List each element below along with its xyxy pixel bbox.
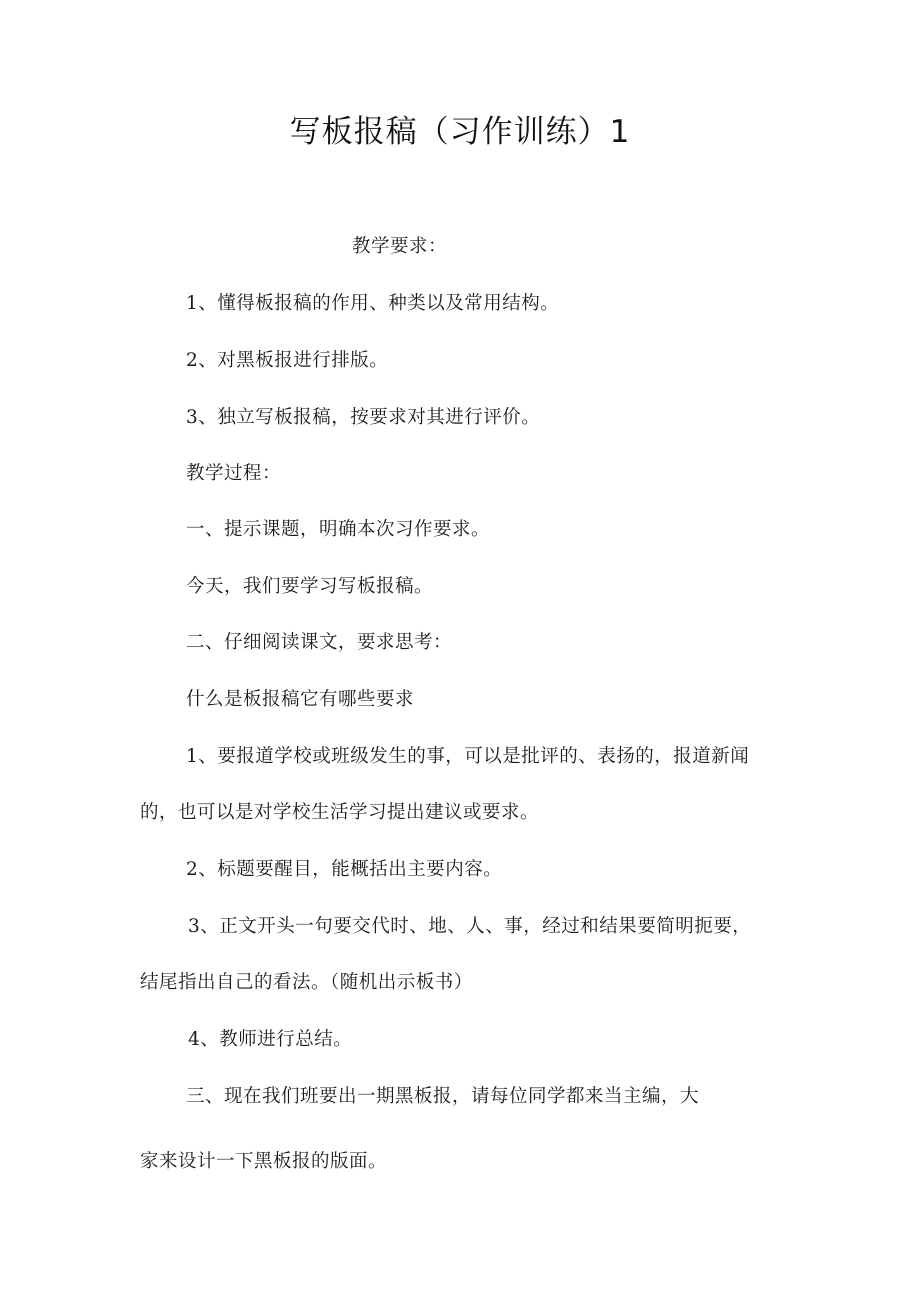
process-step-2: 二、仔细阅读课文，要求思考： <box>186 632 453 653</box>
process-step-1: 一、提示课题，明确本次习作要求。 <box>186 519 491 540</box>
document-title: 写板报稿（习作训练）1 <box>289 114 631 150</box>
rule-item-1-line-1: 1、要报道学校或班级发生的事，可以是批评的、表扬的，报道新闻 <box>186 746 750 767</box>
requirement-item-2: 2、对黑板报进行排版。 <box>186 350 389 371</box>
process-step-3-line-1: 三、现在我们班要出一期黑板报，请每位同学都来当主编，大 <box>186 1086 700 1107</box>
process-step-1-text: 今天，我们要学习写板报稿。 <box>186 576 434 597</box>
rule-item-3-line-1: 3、正文开头一句要交代时、地、人、事，经过和结果要简明扼要， <box>188 916 752 937</box>
rule-item-4: 4、教师进行总结。 <box>188 1029 353 1050</box>
rule-item-3-line-2: 结尾指出自己的看法。（随机出示板书） <box>140 972 473 993</box>
requirement-item-1: 1、懂得板报稿的作用、种类以及常用结构。 <box>186 293 560 314</box>
section-heading-teaching-process: 教学过程： <box>186 463 282 484</box>
process-step-2-question: 什么是板报稿它有哪些要求 <box>186 689 415 710</box>
process-step-3-line-2: 家来设计一下黑板报的版面。 <box>140 1151 388 1172</box>
rule-item-2: 2、标题要醒目，能概括出主要内容。 <box>186 859 503 880</box>
rule-item-1-line-2: 的，也可以是对学校生活学习提出建议或要求。 <box>140 802 540 823</box>
requirement-item-3: 3、独立写板报稿，按要求对其进行评价。 <box>186 407 541 428</box>
section-heading-teaching-requirements: 教学要求： <box>352 236 448 257</box>
